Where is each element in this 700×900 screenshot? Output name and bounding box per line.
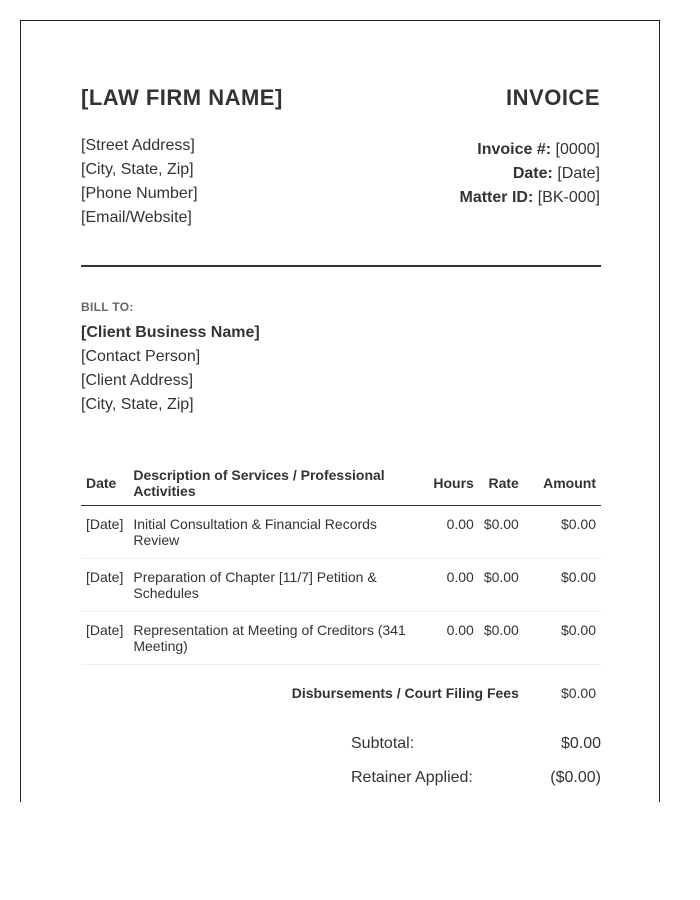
row-rate: $0.00 <box>479 506 524 559</box>
invoice-number-label: Invoice #: <box>477 141 552 158</box>
header-description: Description of Services / Professional Activities <box>128 461 428 506</box>
retainer-row <box>351 768 601 802</box>
row-amount: $0.00 <box>524 559 601 612</box>
matter-id-line <box>460 186 601 210</box>
invoice-page <box>20 20 660 802</box>
row-amount: $0.00 <box>524 506 601 559</box>
subtotal-value: $0.00 <box>560 735 601 752</box>
invoice-title: INVOICE <box>506 85 600 110</box>
firm-phone: [Phone Number] <box>81 185 198 202</box>
retainer-value: ($0.00) <box>550 769 601 786</box>
invoice-date-value: [Date] <box>557 165 600 182</box>
header-rate: Rate <box>479 461 524 506</box>
row-hours: 0.00 <box>428 612 478 665</box>
header-date: Date <box>81 461 128 506</box>
client-block <box>81 321 260 417</box>
row-amount: $0.00 <box>524 612 601 665</box>
firm-street: [Street Address] <box>81 137 195 154</box>
row-description: Representation at Meeting of Creditors (341 Meeting) <box>128 612 428 665</box>
invoice-number-line <box>460 138 601 162</box>
invoice-meta <box>460 138 601 210</box>
totals-block <box>351 734 601 802</box>
row-date: [Date] <box>81 506 128 559</box>
row-description: Initial Consultation & Financial Records Review <box>128 506 428 559</box>
firm-email-website: [Email/Website] <box>81 209 192 226</box>
row-date: [Date] <box>81 559 128 612</box>
table-row <box>81 559 601 612</box>
matter-id-label: Matter ID: <box>459 189 534 206</box>
invoice-date-label: Date: <box>512 165 553 182</box>
matter-id-value: [BK-000] <box>537 189 600 206</box>
header-amount: Amount <box>524 461 601 506</box>
row-hours: 0.00 <box>428 559 478 612</box>
row-description: Preparation of Chapter [11/7] Petition & Schedules <box>128 559 428 612</box>
invoice-number-value: [0000] <box>555 141 600 158</box>
table-header-row <box>81 461 601 506</box>
row-rate: $0.00 <box>479 559 524 612</box>
table-row <box>81 506 601 559</box>
fees-label: Disbursements / Court Filing Fees <box>291 685 519 701</box>
invoice-date-line <box>460 162 601 186</box>
firm-city-state-zip: [City, State, Zip] <box>81 161 194 178</box>
client-business-name: [Client Business Name] <box>81 324 260 341</box>
header-divider <box>81 265 601 267</box>
row-hours: 0.00 <box>428 506 478 559</box>
retainer-label: Retainer Applied: <box>351 769 473 786</box>
table-row <box>81 612 601 665</box>
services-table <box>81 461 601 711</box>
client-address: [Client Address] <box>81 372 194 389</box>
row-date: [Date] <box>81 612 128 665</box>
client-city-state-zip: [City, State, Zip] <box>81 396 194 413</box>
fees-amount: $0.00 <box>560 685 596 701</box>
subtotal-row <box>351 734 601 768</box>
client-contact-person: [Contact Person] <box>81 348 201 365</box>
fees-row <box>81 665 601 712</box>
subtotal-label: Subtotal: <box>351 735 415 752</box>
firm-name: [LAW FIRM NAME] <box>81 85 283 110</box>
header-hours: Hours <box>428 461 478 506</box>
bill-to-label: BILL TO: <box>81 300 134 314</box>
row-rate: $0.00 <box>479 612 524 665</box>
firm-address <box>81 134 198 230</box>
